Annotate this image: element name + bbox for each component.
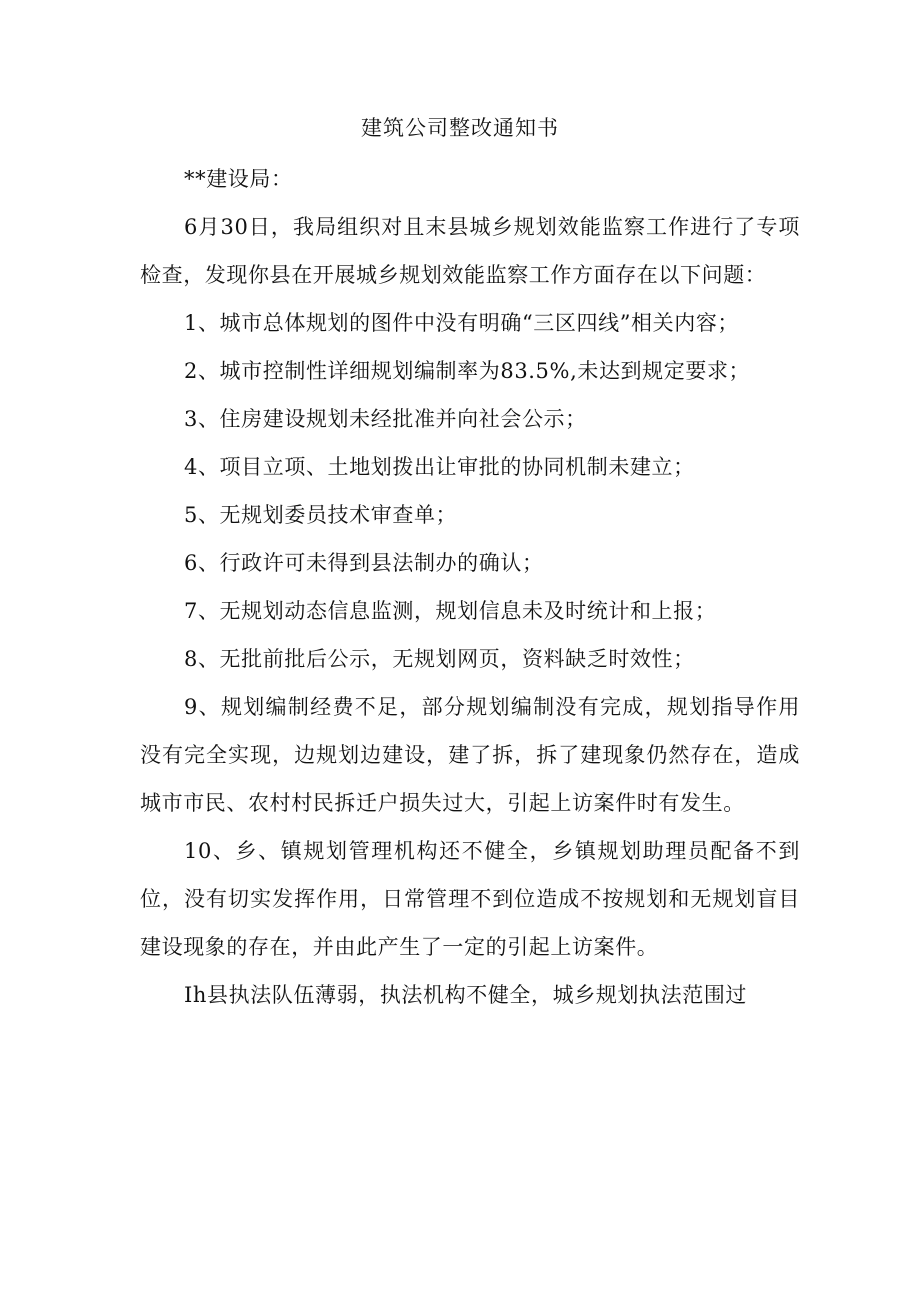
document-body <box>140 155 800 1019</box>
issue-item: 3、住房建设规划未经批准并向社会公示； <box>184 407 587 431</box>
salutation: **建设局： <box>184 167 293 191</box>
document-title: 建筑公司整改通知书 <box>361 116 559 140</box>
issue-item: 5、无规划委员技术审查单； <box>184 503 458 527</box>
issue-item: 4、项目立项、土地划拨出让审批的协同机制未建立； <box>184 455 695 479</box>
issue-item: 9、规划编制经费不足，部分规划编制没有完成，规划指导作用没有完全实现，边规划边建设，建了拆，拆了建现象仍然存在，造成城市市民、农村村民拆迁户损失过大，引起上访案件时有发生。 <box>140 695 800 815</box>
intro-paragraph: 6月30日，我局组织对且末县城乡规划效能监察工作进行了专项检查，发现你县在开展城乡规划效能监察工作方面存在以下问题： <box>140 215 800 287</box>
issue-item: 8、无批前批后公示，无规划网页，资料缺乏时效性； <box>184 647 695 671</box>
issue-item: 10、乡、镇规划管理机构还不健全，乡镇规划助理员配备不到位，没有切实发挥作用，日常管理不到位造成不按规划和无规划盲目建设现象的存在，并由此产生了一定的引起上访案件。 <box>140 839 800 959</box>
issue-item: 6、行政许可未得到县法制办的确认； <box>184 551 544 575</box>
issue-item: 7、无规划动态信息监测，规划信息未及时统计和上报； <box>184 599 717 623</box>
issue-item: 1、城市总体规划的图件中没有明确“三区四线”相关内容； <box>184 311 740 335</box>
issue-item: 2、城市控制性详细规划编制率为83.5%,未达到规定要求； <box>184 359 751 383</box>
issue-item: Ih县执法队伍薄弱，执法机构不健全，城乡规划执法范围过 <box>184 983 748 1007</box>
